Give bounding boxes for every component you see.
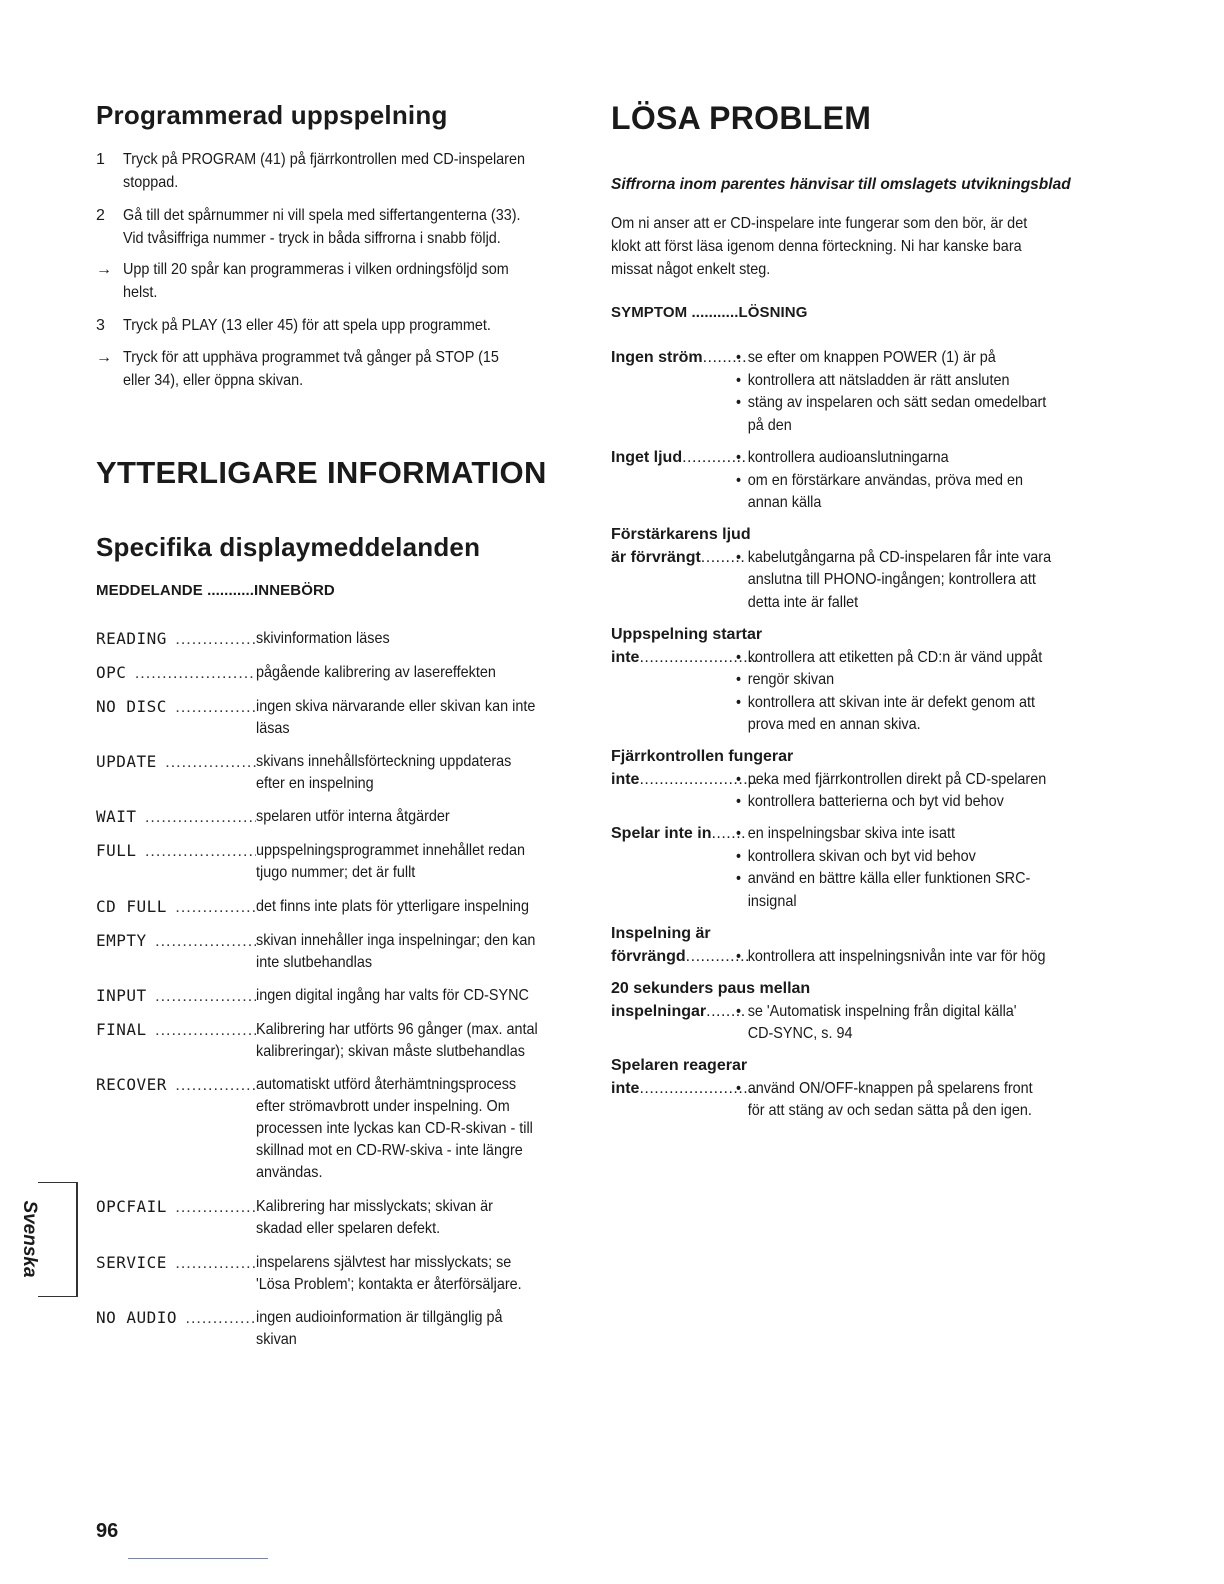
message-meaning (256, 1196, 576, 1240)
step-text-lines (123, 346, 546, 392)
page-number: 96 (96, 1520, 119, 1542)
message-code-text: INPUT (96, 986, 150, 1005)
problem-symptom-line1: Inspelning är (611, 925, 711, 942)
solution-line: • kontrollera batterierna och byt vid behov (747, 793, 1004, 810)
symptom-dots: ........................ (639, 770, 759, 788)
section-title-troubleshooting: LÖSA PROBLEM (611, 100, 872, 136)
intro-line: Om ni anser att er CD-inspelare inte fungerar som den bör, är det (611, 215, 1028, 232)
language-side-tab (19, 1182, 80, 1297)
symptom-dots: ........................ (639, 1079, 759, 1097)
step-text (123, 148, 593, 194)
solution-line: • se efter om knappen POWER (1) är på (747, 349, 996, 366)
arrow-icon: → (96, 349, 112, 366)
intro-line: klokt att först läsa igenom denna förteckning. Ni har kanske bara (611, 238, 1022, 255)
solution-item (736, 946, 1078, 969)
solution-lines (736, 769, 1078, 814)
solution-line: • om en förstärkare användas, pröva med en (747, 471, 1024, 489)
language-label: Svenska (19, 1200, 40, 1278)
step-text-lines (123, 258, 546, 304)
symptom-dots: ........................ (639, 648, 759, 666)
problem-symptom (611, 823, 751, 846)
message-code (96, 930, 256, 953)
message-code (96, 985, 256, 1008)
step-text (123, 346, 593, 392)
solution-item (736, 692, 1078, 737)
message-code (96, 1307, 256, 1330)
problems-table-header: SYMPTOM ...........LÖSNING (611, 304, 808, 321)
section-title-display-messages: Specifika displaymeddelanden (96, 532, 481, 562)
solution-line: • använd ON/OFF-knappen på spelarens front (747, 1079, 1033, 1097)
meaning-line: tjugo nummer; det är fullt (256, 864, 416, 881)
solution-lines (736, 1001, 1078, 1046)
symptom-text: inte (611, 648, 640, 666)
message-code-text: CD FULL (96, 897, 170, 916)
solution-line: • kontrollera att skivan inte är defekt genom att (747, 693, 1036, 711)
step-number: 2 (96, 207, 105, 224)
problem-symptom-line1: 20 sekunders paus mellan (611, 980, 811, 997)
meaning-line: spelaren utför interna åtgärder (256, 808, 450, 825)
message-code (96, 896, 256, 919)
message-meaning-lines (256, 1196, 544, 1240)
solution-line: prova med en annan skiva. (747, 716, 921, 733)
message-code-text: SERVICE (96, 1253, 170, 1272)
message-code (96, 696, 256, 719)
message-meaning-lines (256, 1252, 544, 1296)
solution-item (736, 447, 1078, 470)
message-meaning (256, 985, 576, 1007)
symptom-text: Spelar inte in (611, 825, 712, 842)
meaning-line: processen inte lyckas kan CD-R-skivan - till (256, 1120, 533, 1137)
message-meaning (256, 751, 576, 795)
meaning-line: läsas (256, 720, 290, 737)
solution-item (736, 791, 1078, 814)
message-code-text: NO DISC (96, 697, 170, 716)
message-meaning-lines (256, 840, 544, 884)
arrow-icon: → (96, 261, 112, 278)
step-text-lines (123, 148, 546, 194)
message-meaning (256, 1252, 576, 1296)
meaning-line: skadad eller spelaren defekt. (256, 1220, 441, 1237)
meaning-line: skivan (256, 1331, 297, 1348)
message-code-text: FULL (96, 841, 140, 860)
solution-item (736, 347, 1078, 370)
solution-line: insignal (747, 892, 797, 910)
symptom-dots: ........ (706, 1002, 746, 1020)
solution-item (736, 547, 1078, 615)
message-code (96, 806, 256, 829)
meaning-line: ingen skiva närvarande eller skivan kan inte (256, 698, 536, 715)
problem-symptom-line1: Fjärrkontrollen fungerar (611, 748, 794, 765)
problem-symptom (611, 347, 751, 370)
message-code (96, 840, 256, 863)
step-line: stoppad. (123, 174, 179, 191)
step-number: 1 (96, 151, 105, 168)
meaning-line: automatiskt utförd återhämtningsprocess (256, 1076, 517, 1093)
problem-symptom (611, 1001, 751, 1024)
step-line: Gå till det spårnummer ni vill spela med siffertangenterna (33). (123, 207, 521, 224)
solution-line: • kontrollera att etiketten på CD:n är vänd uppåt (747, 648, 1043, 666)
problem-symptom-line1: Uppspelning startar (611, 626, 763, 643)
meaning-line: det finns inte plats för ytterligare inspelning (256, 898, 529, 915)
intro-line: missat något enkelt steg. (611, 261, 771, 278)
symptom-text: inte (611, 1079, 640, 1097)
section-title-additional-info: YTTERLIGARE INFORMATION (96, 455, 547, 490)
message-code-text: OPC (96, 663, 129, 682)
solution-item (736, 868, 1078, 913)
message-code (96, 1196, 256, 1219)
meaning-line: inspelarens självtest har misslyckats; se (256, 1254, 512, 1271)
message-meaning-lines (256, 806, 544, 828)
problem-symptom-line1: Spelaren reagerar (611, 1057, 748, 1074)
message-code-text: WAIT (96, 807, 140, 826)
symptom-text: inspelningar (611, 1002, 707, 1020)
problem-solutions (736, 647, 1116, 737)
step-line: Upp till 20 spår kan programmeras i vilken ordningsföljd som (123, 261, 509, 278)
solution-item (736, 470, 1078, 515)
message-meaning-lines (256, 1307, 544, 1351)
problem-solutions (736, 946, 1116, 969)
symptom-dots: ......... (702, 349, 748, 366)
problem-solutions (736, 769, 1116, 814)
meaning-line: pågående kalibrering av lasereffekten (256, 664, 496, 681)
message-code-text: RECOVER (96, 1075, 170, 1094)
message-meaning-lines (256, 1074, 544, 1184)
solution-item (736, 1001, 1078, 1046)
problem-symptom-line1: Förstärkarens ljud (611, 526, 751, 543)
symptom-dots: ............. (682, 449, 747, 466)
meaning-line: ingen digital ingång har valts för CD-SYNC (256, 987, 529, 1004)
step-line: Tryck på PLAY (13 eller 45) för att spela upp programmet. (123, 317, 491, 334)
solution-line: CD-SYNC, s. 94 (747, 1025, 853, 1042)
symptom-text: Inget ljud (611, 449, 683, 466)
message-meaning (256, 840, 576, 884)
message-meaning-lines (256, 985, 544, 1007)
problem-solutions (736, 823, 1116, 913)
solution-line: • kontrollera skivan och byt vid behov (747, 847, 976, 865)
solution-line: annan källa (747, 494, 822, 511)
message-code (96, 1074, 256, 1097)
message-meaning-lines (256, 696, 544, 740)
solution-item (736, 846, 1078, 869)
troubleshooting-subtitle: Siffrorna inom parentes hänvisar till omslagets utvikningsblad (611, 176, 1071, 193)
symptom-dots: ....... (711, 825, 747, 842)
message-code-text: FINAL (96, 1020, 150, 1039)
problem-solutions (736, 1001, 1116, 1046)
solution-lines (736, 1078, 1078, 1123)
message-meaning (256, 1074, 576, 1184)
solution-line: • rengör skivan (747, 671, 835, 688)
message-meaning-lines (256, 1019, 544, 1063)
problem-solutions (736, 347, 1116, 437)
problem-solutions (736, 447, 1116, 515)
step-number: 3 (96, 317, 105, 334)
solution-item (736, 392, 1078, 437)
meaning-line: kalibreringar); skivan måste slutbehandlas (256, 1043, 525, 1060)
meaning-line: inte slutbehandlas (256, 954, 373, 971)
solution-line: • kabelutgångarna på CD-inspelaren får inte vara (747, 548, 1052, 566)
footer-rule (128, 1558, 268, 1559)
meaning-line: användas. (256, 1164, 323, 1181)
symptom-text: förvrängd (611, 947, 686, 965)
message-meaning (256, 896, 576, 918)
solution-line: • kontrollera audioanslutningarna (747, 449, 949, 466)
message-code-text: UPDATE (96, 752, 160, 771)
meaning-line: ingen audioinformation är tillgänglig på (256, 1309, 503, 1326)
problem-symptom (611, 1078, 759, 1101)
message-meaning-lines (256, 896, 544, 918)
meaning-line: Kalibrering har utförts 96 gånger (max. antal (256, 1021, 538, 1038)
message-code (96, 751, 256, 774)
solution-line: • stäng av inspelaren och sätt sedan omedelbart (747, 394, 1047, 411)
solution-line: anslutna till PHONO-ingången; kontrollera att (747, 571, 1036, 588)
solution-lines (736, 647, 1078, 737)
step-text-lines (123, 314, 546, 337)
solution-lines (736, 946, 1078, 969)
message-code (96, 1019, 256, 1042)
symptom-text: Ingen ström (611, 349, 703, 366)
message-meaning-lines (256, 751, 544, 795)
meaning-line: efter strömavbrott under inspelning. Om (256, 1098, 510, 1115)
message-code (96, 1252, 256, 1275)
meaning-line: 'Lösa Problem'; kontakta er återförsäljare. (256, 1276, 522, 1293)
solution-item (736, 647, 1078, 670)
meaning-line: Kalibrering har misslyckats; skivan är (256, 1198, 493, 1215)
symptom-text: inte (611, 770, 640, 788)
intro-lines (611, 212, 1061, 281)
troubleshooting-intro (611, 212, 1111, 281)
step-text (123, 204, 593, 250)
problem-symptom (611, 769, 759, 792)
meaning-line: skivan innehåller inga inspelningar; den kan (256, 932, 536, 949)
meaning-line: skivinformation läses (256, 630, 390, 647)
solution-item (736, 1078, 1078, 1123)
meaning-line: efter en inspelning (256, 775, 374, 792)
message-code (96, 628, 256, 651)
step-line: eller 34), eller öppna skivan. (123, 372, 304, 389)
message-meaning-lines (256, 662, 544, 684)
step-text-lines (123, 204, 546, 250)
message-code (96, 662, 256, 685)
solution-lines (736, 347, 1078, 437)
problem-solutions (736, 1078, 1116, 1123)
meaning-line: skivans innehållsförteckning uppdateras (256, 753, 512, 770)
solution-lines (736, 447, 1078, 515)
problem-symptom (611, 946, 751, 969)
solution-lines (736, 823, 1078, 913)
message-meaning (256, 930, 576, 974)
problem-symptom (611, 447, 751, 470)
message-code-text: NO AUDIO (96, 1308, 180, 1327)
solution-item (736, 769, 1078, 792)
message-code-text: READING (96, 629, 170, 648)
solution-line: • en inspelningsbar skiva inte isatt (747, 825, 956, 842)
message-meaning-lines (256, 628, 544, 650)
message-code-text: OPCFAIL (96, 1197, 170, 1216)
symptom-dots: ............. (685, 947, 750, 965)
solution-item (736, 370, 1078, 393)
step-line: Tryck på PROGRAM (41) på fjärrkontrollen med CD-inspelaren (123, 151, 526, 168)
symptom-text: är förvrängt (611, 548, 701, 566)
step-text (123, 258, 593, 304)
message-meaning (256, 696, 576, 740)
problem-symptom (611, 647, 759, 670)
message-meaning (256, 1307, 576, 1351)
meaning-line: uppspelningsprogrammet innehållet redan (256, 842, 525, 859)
meaning-line: skillnad mot en CD-RW-skiva - inte längre (256, 1142, 523, 1159)
message-meaning (256, 628, 576, 650)
solution-item (736, 669, 1078, 692)
solution-line: • kontrollera att nätsladden är rätt ansluten (747, 371, 1010, 389)
step-line: helst. (123, 284, 158, 301)
solution-line: på den (747, 416, 792, 434)
symptom-dots: ......... (700, 548, 746, 566)
problem-symptom (611, 547, 751, 570)
solution-line: • peka med fjärrkontrollen direkt på CD-spelaren (747, 770, 1047, 788)
solution-line: • kontrollera att inspelningsnivån inte var för hög (747, 947, 1046, 965)
message-meaning (256, 1019, 576, 1063)
message-meaning (256, 806, 576, 828)
message-meaning (256, 662, 576, 684)
step-line: Tryck för att upphäva programmet två gånger på STOP (15 (123, 349, 499, 366)
solution-item (736, 823, 1078, 846)
solution-line: • se 'Automatisk inspelning från digital källa' (747, 1002, 1017, 1020)
step-line: Vid tvåsiffriga nummer - tryck in båda siffrorna i snabb följd. (123, 230, 501, 247)
messages-table-header: MEDDELANDE ...........INNEBÖRD (96, 582, 335, 599)
solution-lines (736, 547, 1078, 615)
solution-line: • använd en bättre källa eller funktionen SRC- (747, 870, 1031, 887)
message-meaning-lines (256, 930, 544, 974)
section-title-programmed-playback: Programmerad uppspelning (96, 100, 448, 130)
solution-line: för att stäng av och sedan sätta på den igen. (747, 1102, 1032, 1119)
step-text (123, 314, 593, 337)
problem-solutions (736, 547, 1116, 615)
solution-line: detta inte är fallet (747, 593, 859, 611)
message-code-text: EMPTY (96, 931, 150, 950)
